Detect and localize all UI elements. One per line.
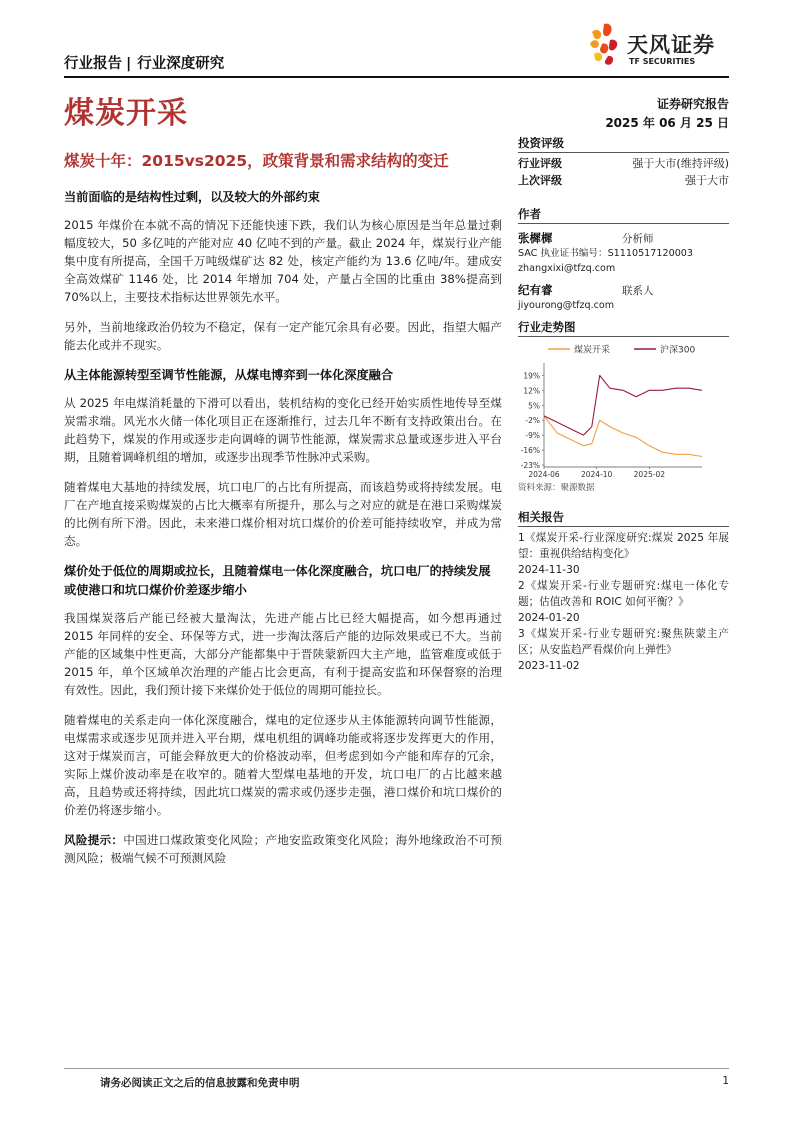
trend-chart bbox=[518, 339, 729, 481]
related-panel bbox=[518, 508, 729, 674]
page-number: 1 bbox=[722, 1075, 729, 1087]
trend-heading: 行业走势图 bbox=[518, 318, 729, 337]
related-report-title[interactable]: 3《煤炭开采-行业专题研究:聚焦陕蒙主产区；从安监趋严看煤价向上弹性》 bbox=[518, 628, 729, 656]
report-kind: 证券研究报告 bbox=[656, 97, 729, 111]
x-tick-label: 2024-10 bbox=[580, 470, 613, 479]
industry-rating-label: 行业评级 bbox=[518, 157, 562, 170]
risk-label: 风险提示： bbox=[64, 833, 124, 847]
body-paragraph: 随着煤电大基地的持续发展，坑口电厂的占比有所提高，而该趋势或将持续发展。电厂在产地直接采购煤炭的占比大概率有所提升，那么与之对应的就是在港口采购煤炭的比例有所下滑。因此，未来港口煤价相对坑口煤价的价差可能持续收窄，并成为常态。 bbox=[64, 480, 502, 548]
logo-company-name: 天风证券 bbox=[627, 33, 715, 57]
report-date: 2025 年 06 月 25 日 bbox=[605, 116, 729, 130]
related-report-item[interactable] bbox=[518, 530, 729, 578]
x-tick-label: 2025-02 bbox=[633, 470, 666, 479]
risk-note bbox=[64, 831, 502, 867]
chart-source: 资料来源：聚源数据 bbox=[518, 483, 595, 493]
header-divider bbox=[64, 76, 729, 78]
related-report-date: 2024-01-20 bbox=[518, 612, 580, 624]
report-title: 煤炭开采 bbox=[64, 96, 188, 131]
previous-rating-label: 上次评级 bbox=[518, 174, 562, 187]
trend-panel bbox=[518, 318, 729, 493]
author-certificate: SAC 执业证书编号：S1110517120003 bbox=[518, 248, 694, 259]
legend-label-hs300: 沪深300 bbox=[660, 345, 696, 356]
footer-divider bbox=[64, 1068, 729, 1069]
related-heading: 相关报告 bbox=[518, 508, 729, 527]
authors-heading: 作者 bbox=[518, 205, 729, 224]
body-paragraph: 我国煤炭落后产能已经被大量淘汰，先进产能占比已经大幅提高，如今想再通过 2015 年同样的安全、环保等方式，进一步淘汰落后产能的边际效果或已不大。当前产能的区域集中性更高，大部分产能都集中于晋陕蒙新四大主产地，监管难度或低于 2015 年，单个区域单次治理的产能占比会更高，有利于提高安监和环保督察的治理有效性。因此，我们预计接下来煤价处于低位的周期可能拉长。 bbox=[64, 611, 502, 697]
report-subtitle: 煤炭十年：2015vs2025，政策背景和需求结构的变迁 bbox=[64, 152, 449, 170]
breadcrumb bbox=[64, 52, 224, 73]
related-report-item[interactable] bbox=[518, 626, 729, 674]
rating-heading: 投资评级 bbox=[518, 134, 729, 153]
previous-rating-value: 强于大市 bbox=[685, 174, 729, 187]
author-entry bbox=[518, 279, 729, 313]
author-entry bbox=[518, 227, 729, 276]
section-heading: 煤价处于低位的周期或拉长，且随着煤电一体化深度融合，坑口电厂的持续发展或使港口和坑口煤价价差逐步缩小 bbox=[64, 564, 491, 597]
y-tick-label: -16% bbox=[520, 446, 540, 456]
related-report-date: 2024-11-30 bbox=[518, 564, 580, 576]
related-report-item[interactable] bbox=[518, 578, 729, 626]
chart-legend bbox=[548, 344, 695, 356]
industry-rating-row bbox=[518, 155, 729, 172]
y-tick-label: 5% bbox=[528, 401, 540, 411]
y-tick-label: 19% bbox=[523, 371, 540, 381]
author-name: 纪有睿 bbox=[518, 283, 553, 297]
author-role: 联系人 bbox=[622, 285, 654, 297]
body-paragraph: 2015 年煤价在本就不高的情况下还能快速下跌，我们认为核心原因是当年总量过剩幅度较大，50 多亿吨的产能对应 40 亿吨不到的产量。截止 2024 年，煤炭行业产能集中度有所提高，全国千万吨级煤矿达 82 处，核定产能约为 13.6 亿吨/年。建成安全高效煤矿 1146 处，比 2014 年增加 704 处，产量占全国的比重由 38%提高到 70%以上，主要技术指标达世界领先水平。 bbox=[64, 218, 502, 304]
breadcrumb-category: 行业报告 bbox=[64, 56, 122, 72]
author-name: 张樨樨 bbox=[518, 231, 553, 245]
body-paragraph: 随着煤电的关系走向一体化深度融合，煤电的定位逐步从主体能源转向调节性能源，电煤需求或逐步见顶并进入平台期，煤电机组的调峰功能或将逐步发挥更大的作用，这对于煤炭而言，可能会释放更大的价格波动率，但考虑到如今产能和库存的冗余，实际上煤价波动率是在收窄的。随着大型煤电基地的开发，坑口电厂的占比越来越高，且趋势或还将持续，因此坑口煤炭的需求或仍逐步走强，港口煤价和坑口煤价的价差仍将逐步缩小。 bbox=[64, 713, 502, 817]
author-role: 分析师 bbox=[622, 233, 654, 245]
author-email: zhangxixi@tfzq.com bbox=[518, 263, 616, 274]
series-line-coal bbox=[544, 416, 702, 457]
related-report-title[interactable]: 2《煤炭开采-行业专题研究:煤电一体化专题；估值改善和 ROIC 如何平衡？》 bbox=[518, 580, 729, 608]
legend-label-coal: 煤炭开采 bbox=[574, 345, 611, 356]
footer-disclaimer: 请务必阅读正文之后的信息披露和免责申明 bbox=[100, 1077, 300, 1089]
rating-panel bbox=[518, 134, 729, 189]
y-tick-label: -2% bbox=[525, 416, 540, 426]
y-tick-label: -23% bbox=[520, 461, 540, 470]
author-email: jiyourong@tfzq.com bbox=[518, 300, 615, 311]
x-tick-label: 2024-06 bbox=[528, 470, 560, 479]
section-heading: 当前面临的是结构性过剩，以及较大的外部约束 bbox=[64, 190, 320, 204]
risk-text: 中国进口煤政策变化风险；产地安监政策变化风险；海外地缘政治不可预测风险；极端气候不可预测风险 bbox=[64, 833, 502, 865]
related-report-date: 2023-11-02 bbox=[518, 660, 580, 672]
series-line-hs300 bbox=[544, 375, 702, 435]
previous-rating-row bbox=[518, 172, 729, 189]
main-content bbox=[64, 188, 502, 879]
logo-english-name: TF SECURITIES bbox=[629, 57, 696, 66]
company-logo bbox=[584, 20, 734, 68]
section-heading: 从主体能源转型至调节性能源，从煤电博弈到一体化深度融合 bbox=[64, 368, 394, 382]
related-report-title[interactable]: 1《煤炭开采-行业深度研究:煤炭 2025 年展望：重视供给结构变化》 bbox=[518, 532, 729, 560]
breadcrumb-subcategory: 行业深度研究 bbox=[137, 56, 225, 72]
y-tick-label: 12% bbox=[523, 386, 540, 396]
body-paragraph: 从 2025 年电煤消耗量的下滑可以看出，装机结构的变化已经开始实质性地传导至煤炭需求端。风光水火储一体化项目正在逐渐推行，过去几年不断有支持政策出台。在此趋势下，煤炭的作用或逐步走向调峰的调节性能源，煤炭需求总量或逐步进入平台期，且随着调峰机组的增加，或逐步出现季节性脉冲式采购。 bbox=[64, 396, 502, 464]
authors-panel bbox=[518, 205, 729, 313]
y-tick-label: -9% bbox=[525, 431, 540, 441]
body-paragraph: 另外，当前地缘政治仍较为不稳定，保有一定产能冗余具有必要。因此，指望大幅产能去化或并不现实。 bbox=[64, 320, 502, 352]
chart-lines bbox=[544, 375, 702, 456]
breadcrumb-separator: | bbox=[126, 56, 132, 72]
pinwheel-logo-icon bbox=[584, 20, 626, 68]
industry-rating-value: 强于大市(维持评级) bbox=[632, 157, 729, 170]
